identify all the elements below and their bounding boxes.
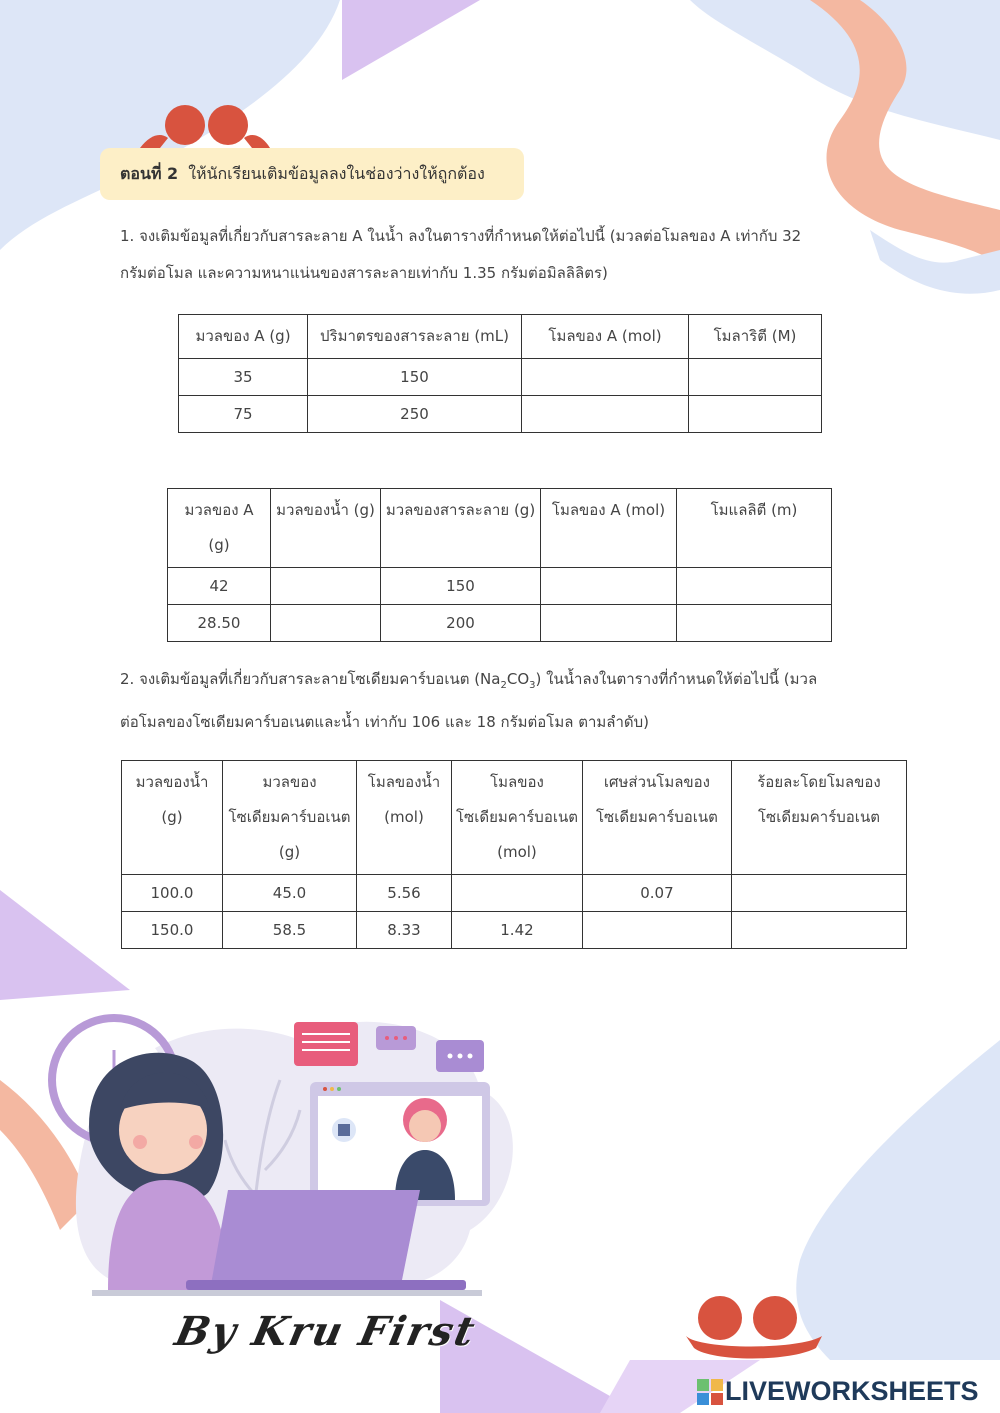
table-cell: 0.07	[582, 875, 731, 912]
table-cell: 150	[381, 568, 541, 605]
table-header-cell: มวลของ A (g)	[168, 489, 271, 568]
table-header-cell: มวลของน้ำ (g)	[271, 489, 381, 568]
section-header	[100, 148, 524, 200]
question-2-line-1-part: CO	[506, 670, 530, 688]
table-cell: 75	[179, 396, 308, 433]
question-2-text	[120, 661, 890, 741]
table-row	[122, 912, 907, 949]
table-cell: 150	[308, 359, 522, 396]
table-cell: 42	[168, 568, 271, 605]
section-instruction: ให้นักเรียนเติมข้อมูลลงในช่องว่างให้ถูกต้อง	[188, 163, 485, 183]
answer-cell[interactable]	[677, 568, 832, 605]
table-header-cell: โมลของโซเดียมคาร์บอเนต (mol)	[452, 761, 583, 875]
table-cell: 150.0	[122, 912, 223, 949]
subscript: 2	[500, 680, 507, 691]
author-signature: By Kru First	[171, 1308, 481, 1355]
answer-cell[interactable]	[452, 875, 583, 912]
question-2-line-1	[120, 661, 890, 704]
table-row	[168, 568, 832, 605]
table-header-cell: มวลของโซเดียมคาร์บอเนต (g)	[223, 761, 357, 875]
question-2-line-1-part: ) ในน้ำลงในตารางที่กำหนดให้ต่อไปนี้ (มวล	[535, 670, 818, 688]
table-header-row	[168, 489, 832, 568]
table-header-cell: เศษส่วนโมลของโซเดียมคาร์บอเนต	[582, 761, 731, 875]
answer-cell[interactable]	[731, 875, 906, 912]
table-cell: 200	[381, 605, 541, 642]
table-header-cell: โมแลลิตี (m)	[677, 489, 832, 568]
table-row	[122, 875, 907, 912]
answer-cell[interactable]	[582, 912, 731, 949]
table-header-cell: โมลาริตี (M)	[689, 315, 822, 359]
table-cell: 250	[308, 396, 522, 433]
answer-cell[interactable]	[541, 568, 677, 605]
answer-cell[interactable]	[677, 605, 832, 642]
table-cell: 8.33	[357, 912, 452, 949]
table-cell: 1.42	[452, 912, 583, 949]
table-row	[179, 359, 822, 396]
answer-cell[interactable]	[522, 396, 689, 433]
table-cell: 28.50	[168, 605, 271, 642]
table-header-row	[179, 315, 822, 359]
subscript: 3	[529, 680, 536, 691]
table-row	[168, 605, 832, 642]
answer-cell[interactable]	[731, 912, 906, 949]
molarity-table	[178, 314, 822, 433]
question-2-line-1-part: 2. จงเติมข้อมูลที่เกี่ยวกับสารละลายโซเดียมคาร์บอเนต (Na	[120, 670, 501, 688]
question-2-line-2: ต่อโมลของโซเดียมคาร์บอเนตและน้ำ เท่ากับ 106 และ 18 กรัมต่อโมล ตามลำดับ)	[120, 713, 649, 731]
table-header-cell: โมลของ A (mol)	[541, 489, 677, 568]
table-header-cell: โมลของ A (mol)	[522, 315, 689, 359]
section-label: ตอนที่ 2	[120, 163, 179, 183]
table-cell: 35	[179, 359, 308, 396]
table-header-cell: ปริมาตรของสารละลาย (mL)	[308, 315, 522, 359]
table-row	[179, 396, 822, 433]
molality-table	[167, 488, 832, 642]
answer-cell[interactable]	[689, 396, 822, 433]
answer-cell[interactable]	[541, 605, 677, 642]
question-1-text	[120, 218, 880, 292]
answer-cell[interactable]	[689, 359, 822, 396]
answer-cell[interactable]	[522, 359, 689, 396]
table-header-row	[122, 761, 907, 875]
question-1-line-2: กรัมต่อโมล และความหนาแน่นของสารละลายเท่ากับ 1.35 กรัมต่อมิลลิลิตร)	[120, 264, 608, 282]
table-cell: 100.0	[122, 875, 223, 912]
brand-name: LIVEWORKSHEETS	[725, 1376, 979, 1406]
answer-cell[interactable]	[271, 605, 381, 642]
table-header-cell: โมลของน้ำ (mol)	[357, 761, 452, 875]
table-header-cell: มวลของน้ำ (g)	[122, 761, 223, 875]
sodium-carbonate-table	[121, 760, 907, 949]
liveworksheets-logo-icon	[697, 1379, 723, 1405]
table-cell: 58.5	[223, 912, 357, 949]
answer-cell[interactable]	[271, 568, 381, 605]
table-cell: 5.56	[357, 875, 452, 912]
table-cell: 45.0	[223, 875, 357, 912]
table-header-cell: มวลของ A (g)	[179, 315, 308, 359]
question-1-line-1: 1. จงเติมข้อมูลที่เกี่ยวกับสารละลาย A ในน้ำ ลงในตารางที่กำหนดให้ต่อไปนี้ (มวลต่อโมลของ A เท่ากับ 32	[120, 227, 802, 245]
table-header-cell: มวลของสารละลาย (g)	[381, 489, 541, 568]
table-header-cell: ร้อยละโดยโมลของโซเดียมคาร์บอเนต	[731, 761, 906, 875]
liveworksheets-brand[interactable]	[697, 1376, 979, 1407]
